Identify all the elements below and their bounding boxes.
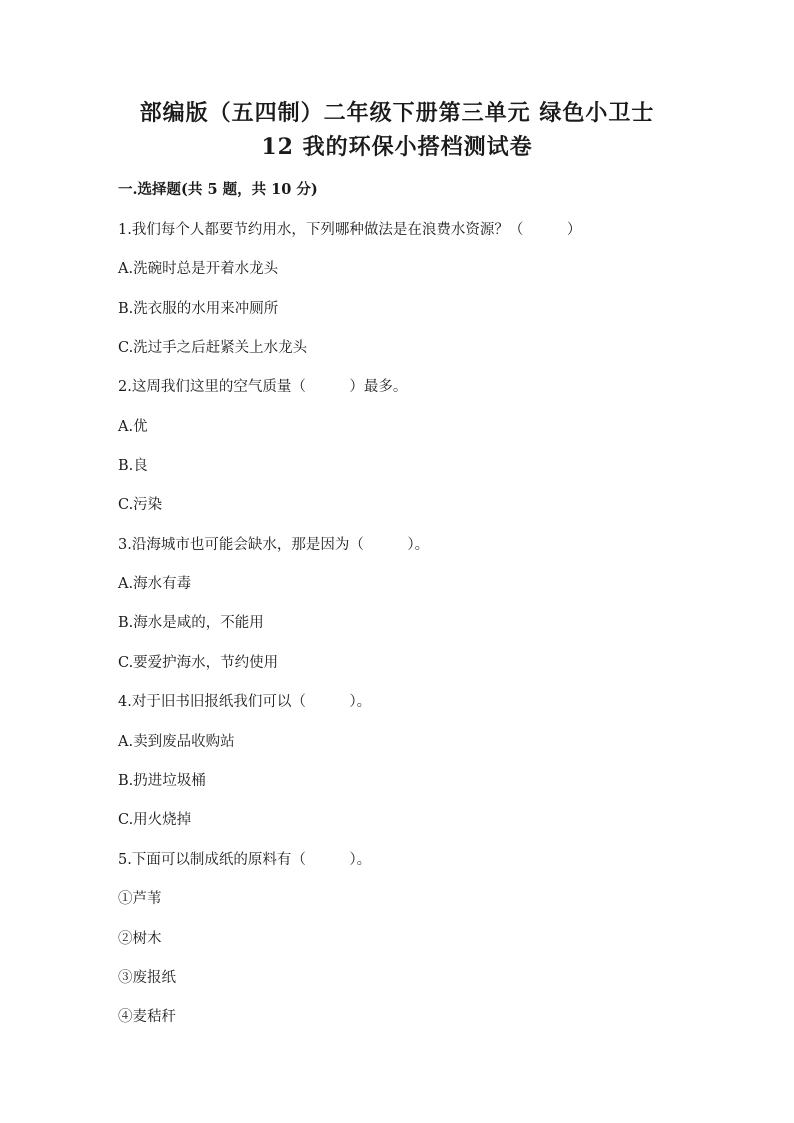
question-3: 3.沿海城市也可能会缺水，那是因为（ ）。 — [118, 537, 430, 553]
question-4-option-b: B.扔进垃圾桶 — [118, 773, 206, 789]
question-1-option-c: C.洗过手之后赶紧关上水龙头 — [118, 340, 308, 356]
question-2-option-c: C.污染 — [118, 497, 163, 513]
question-5-option-1: ①芦苇 — [118, 891, 162, 907]
exam-title-line2: 12 我的环保小搭档测试卷 — [261, 134, 533, 160]
question-4-option-c: C.用火烧掉 — [118, 812, 192, 828]
question-5-option-2: ②树木 — [118, 931, 162, 947]
question-2-option-b: B.良 — [118, 458, 148, 474]
question-3-option-b: B.海水是咸的，不能用 — [118, 615, 264, 631]
question-1-option-a: A.洗碗时总是开着水龙头 — [118, 261, 279, 277]
question-5: 5.下面可以制成纸的原料有（ ）。 — [118, 852, 372, 868]
section-heading: 一.选择题(共 5 题，共 10 分) — [118, 181, 318, 198]
exam-title-line1: 部编版（五四制）二年级下册第三单元 绿色小卫士 — [139, 100, 655, 126]
question-5-option-3: ③废报纸 — [118, 970, 176, 986]
question-3-option-a: A.海水有毒 — [118, 576, 192, 592]
question-2: 2.这周我们这里的空气质量（ ）最多。 — [118, 379, 408, 395]
question-5-option-4: ④麦秸秆 — [118, 1009, 176, 1025]
question-4: 4.对于旧书旧报纸我们可以（ ）。 — [118, 694, 372, 710]
question-3-option-c: C.要爱护海水，节约使用 — [118, 655, 279, 671]
question-1: 1.我们每个人都要节约用水，下列哪种做法是在浪费水资源？（ ） — [118, 222, 582, 238]
question-4-option-a: A.卖到废品收购站 — [118, 734, 235, 750]
question-2-option-a: A.优 — [118, 419, 148, 435]
question-1-option-b: B.洗衣服的水用来冲厕所 — [118, 301, 279, 317]
